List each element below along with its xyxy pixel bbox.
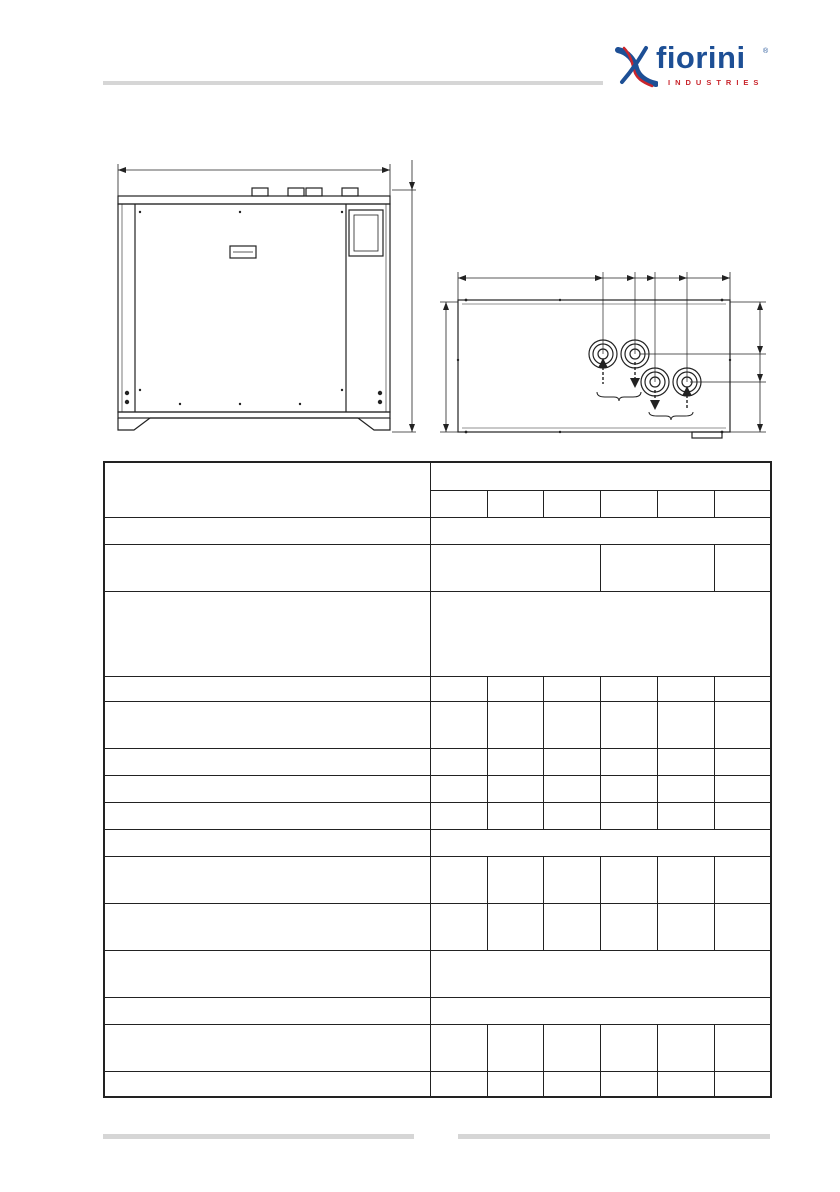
value-cell	[543, 677, 600, 702]
row-label-cell	[104, 592, 430, 677]
value-cell	[430, 998, 771, 1025]
value-cell	[714, 1072, 771, 1098]
table-row	[104, 776, 771, 803]
value-cell	[487, 776, 543, 803]
model-cell	[543, 490, 600, 518]
row-label-cell	[104, 677, 430, 702]
row-label-cell	[104, 951, 430, 998]
value-cell	[714, 702, 771, 749]
table-row	[104, 904, 771, 951]
value-cell	[600, 803, 657, 830]
row-label-cell	[104, 518, 430, 545]
table-row	[104, 518, 771, 545]
value-cell	[430, 545, 600, 592]
row-label-cell	[104, 803, 430, 830]
header-description-cell	[104, 462, 430, 518]
model-cell	[714, 490, 771, 518]
model-cell	[487, 490, 543, 518]
value-cell	[430, 951, 771, 998]
value-cell	[487, 904, 543, 951]
value-cell	[543, 803, 600, 830]
value-cell	[430, 830, 771, 857]
specification-table	[103, 461, 772, 1098]
value-cell	[714, 545, 771, 592]
value-cell	[430, 1025, 487, 1072]
footer-rule-right	[458, 1134, 770, 1139]
value-cell	[714, 1025, 771, 1072]
value-cell	[600, 904, 657, 951]
row-label-cell	[104, 702, 430, 749]
table-row	[104, 951, 771, 998]
value-cell	[714, 677, 771, 702]
value-cell	[543, 1072, 600, 1098]
value-cell	[487, 749, 543, 776]
value-cell	[714, 857, 771, 904]
value-cell	[487, 1025, 543, 1072]
value-cell	[600, 749, 657, 776]
model-cell	[430, 490, 487, 518]
value-cell	[430, 702, 487, 749]
row-label-cell	[104, 545, 430, 592]
table-row	[104, 702, 771, 749]
model-cell	[600, 490, 657, 518]
value-cell	[657, 776, 714, 803]
value-cell	[487, 677, 543, 702]
value-cell	[657, 677, 714, 702]
row-label-cell	[104, 1025, 430, 1072]
technical-drawings	[0, 0, 840, 460]
value-cell	[600, 857, 657, 904]
value-cell	[657, 904, 714, 951]
value-cell	[430, 749, 487, 776]
value-cell	[487, 857, 543, 904]
value-cell	[714, 776, 771, 803]
row-label-cell	[104, 749, 430, 776]
value-cell	[600, 776, 657, 803]
table-header-row	[104, 462, 771, 490]
table-row	[104, 677, 771, 702]
row-label-cell	[104, 830, 430, 857]
table-row	[104, 803, 771, 830]
model-cell	[657, 490, 714, 518]
value-cell	[714, 749, 771, 776]
table-row	[104, 749, 771, 776]
value-cell	[714, 904, 771, 951]
value-cell	[657, 1025, 714, 1072]
value-cell	[430, 776, 487, 803]
brand-subtitle: INDUSTRIES	[668, 78, 764, 87]
table-row	[104, 998, 771, 1025]
table-row	[104, 1072, 771, 1098]
value-cell	[543, 749, 600, 776]
value-cell	[430, 677, 487, 702]
table-row	[104, 592, 771, 677]
value-cell	[543, 1025, 600, 1072]
value-cell	[430, 592, 771, 677]
value-cell	[657, 857, 714, 904]
value-cell	[430, 904, 487, 951]
row-label-cell	[104, 1072, 430, 1098]
value-cell	[714, 803, 771, 830]
table-row	[104, 857, 771, 904]
value-cell	[430, 1072, 487, 1098]
value-cell	[430, 518, 771, 545]
value-cell	[543, 776, 600, 803]
registered-mark: ®	[763, 48, 769, 55]
value-cell	[657, 803, 714, 830]
row-label-cell	[104, 857, 430, 904]
value-cell	[600, 677, 657, 702]
value-cell	[543, 904, 600, 951]
value-cell	[657, 1072, 714, 1098]
footer-rule-left	[103, 1134, 414, 1139]
row-label-cell	[104, 776, 430, 803]
table-row	[104, 1025, 771, 1072]
value-cell	[600, 545, 714, 592]
value-cell	[487, 1072, 543, 1098]
value-cell	[543, 857, 600, 904]
brand-name: fiorini	[656, 40, 746, 75]
row-label-cell	[104, 904, 430, 951]
value-cell	[487, 803, 543, 830]
value-cell	[487, 702, 543, 749]
value-cell	[600, 702, 657, 749]
table-row	[104, 830, 771, 857]
header-models-cell	[430, 462, 771, 490]
value-cell	[657, 749, 714, 776]
value-cell	[600, 1025, 657, 1072]
table-row	[104, 545, 771, 592]
value-cell	[657, 702, 714, 749]
value-cell	[430, 857, 487, 904]
value-cell	[543, 702, 600, 749]
value-cell	[600, 1072, 657, 1098]
top-view	[440, 272, 766, 438]
row-label-cell	[104, 998, 430, 1025]
front-view	[118, 160, 416, 432]
value-cell	[430, 803, 487, 830]
